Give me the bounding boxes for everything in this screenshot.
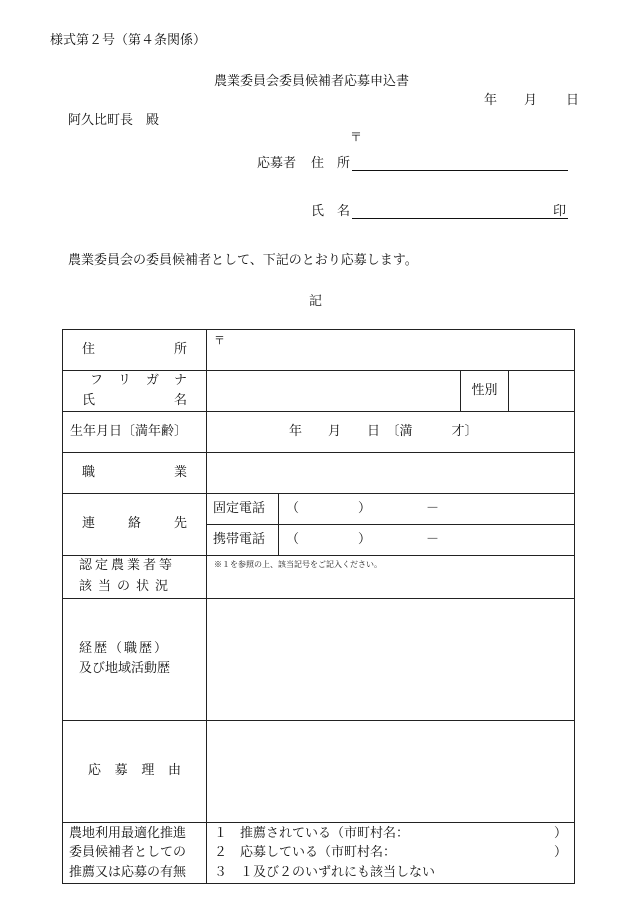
reason-char: 応: [88, 762, 102, 778]
certified-note: ※１を参照の上、該当記号をご記入ください。: [214, 560, 382, 570]
promotion-option-2[interactable]: [214, 843, 567, 863]
name-line[interactable]: [352, 218, 568, 219]
furigana-char: ガ: [145, 373, 159, 388]
promotion-option-1-text: １ 推薦されている（市町村名：: [214, 825, 410, 841]
promotion-options: [207, 822, 575, 883]
mobile-dash: －: [426, 531, 440, 547]
reason-char: 由: [167, 762, 181, 778]
row-job: [63, 453, 575, 494]
promotion-option-3[interactable]: [214, 863, 567, 883]
name-char: 名: [173, 393, 187, 409]
form-number: 様式第２号（第４条関係）: [50, 33, 207, 48]
postal-mark: 〒: [350, 130, 363, 144]
furigana-char: フ: [90, 373, 104, 388]
address-char-1: 住: [82, 341, 96, 357]
promotion-label-line3: 推薦又は応募の有無: [69, 864, 187, 880]
furigana-char: ナ: [173, 373, 187, 388]
form-title: 農業委員会委員候補者応募申込書: [214, 74, 410, 89]
row-certified: [63, 556, 575, 599]
certified-label: [63, 556, 207, 599]
landline-dash: －: [426, 500, 440, 516]
address-line[interactable]: [352, 170, 568, 171]
contact-row-label: [63, 494, 207, 556]
address-postal-mark: 〒: [214, 334, 225, 347]
addressee: 阿久比町長 殿: [68, 113, 160, 128]
promotion-option-2-text: ２ 応募している（市町村名：: [214, 845, 397, 861]
applicant-label: 応募者: [257, 156, 297, 171]
address-row-label: [63, 330, 207, 371]
mobile-close-paren: ）: [358, 531, 372, 547]
reason-field[interactable]: [207, 720, 575, 822]
name-char: 氏: [82, 393, 96, 409]
row-birth: [63, 412, 575, 453]
reason-label: [63, 720, 207, 822]
promotion-option-1[interactable]: [214, 824, 567, 844]
landline-close-paren: ）: [358, 500, 372, 516]
statement: 農業委員会の委員候補者として、下記のとおり応募します。: [68, 253, 418, 268]
name-label: 氏 名: [311, 204, 351, 219]
birth-field[interactable]: [207, 412, 575, 453]
row-promotion: [63, 822, 575, 883]
contact-char: 絡: [127, 516, 141, 532]
career-label-line2: 及び地域活動歴: [79, 661, 171, 677]
birth-label: 生年月日〔満年齢〕: [63, 412, 207, 453]
promotion-label-line2: 委員候補者としての: [69, 845, 187, 861]
contact-char: 連: [82, 516, 96, 532]
certified-label-line2: 該当の状況: [79, 579, 175, 595]
address-label: 住 所: [311, 156, 351, 171]
row-name: [63, 371, 575, 412]
career-field[interactable]: [207, 598, 575, 720]
mobile-label: 携帯電話: [207, 525, 279, 556]
promotion-label: [63, 822, 207, 883]
gender-label: 性別: [461, 371, 509, 412]
gender-field[interactable]: [509, 371, 575, 412]
row-reason: [63, 720, 575, 822]
career-label: [63, 598, 207, 720]
birth-value: 年 月 日 〔満 才〕: [289, 423, 478, 439]
job-row-label: [63, 453, 207, 494]
certified-field[interactable]: [207, 556, 575, 599]
name-row-label: [63, 371, 207, 412]
date-month: 月: [524, 93, 538, 108]
job-char-1: 職: [82, 464, 96, 480]
contact-char: 先: [173, 516, 187, 532]
furigana-char: リ: [117, 373, 131, 388]
promotion-option-3-text: ３ １及び２のいずれにも該当しない: [214, 864, 436, 880]
landline-field[interactable]: [279, 494, 575, 525]
reason-char: 募: [114, 762, 128, 778]
career-label-line1: 経歴（職歴）: [79, 640, 170, 656]
mobile-field[interactable]: [279, 525, 575, 556]
promotion-label-line1: 農地利用最適化推進: [69, 825, 187, 841]
address-char-2: 所: [173, 341, 187, 357]
ki-heading: 記: [309, 294, 323, 309]
name-field[interactable]: [207, 371, 461, 412]
job-field[interactable]: [207, 453, 575, 494]
job-char-2: 業: [173, 464, 187, 480]
date-year: 年: [484, 93, 498, 108]
reason-char: 理: [141, 762, 155, 778]
date-day: 日: [566, 93, 580, 108]
promotion-option-1-close: ）: [553, 825, 567, 841]
seal-mark: 印: [553, 204, 567, 219]
certified-label-line1: 認定農業者等: [79, 558, 176, 574]
promotion-option-2-close: ）: [553, 845, 567, 861]
row-address: [63, 330, 575, 371]
landline-label: 固定電話: [207, 494, 279, 525]
mobile-open-paren: （: [286, 531, 300, 547]
row-career: [63, 598, 575, 720]
row-landline: [63, 494, 575, 525]
landline-open-paren: （: [286, 500, 300, 516]
address-field[interactable]: [207, 330, 575, 371]
application-table: [62, 329, 575, 884]
